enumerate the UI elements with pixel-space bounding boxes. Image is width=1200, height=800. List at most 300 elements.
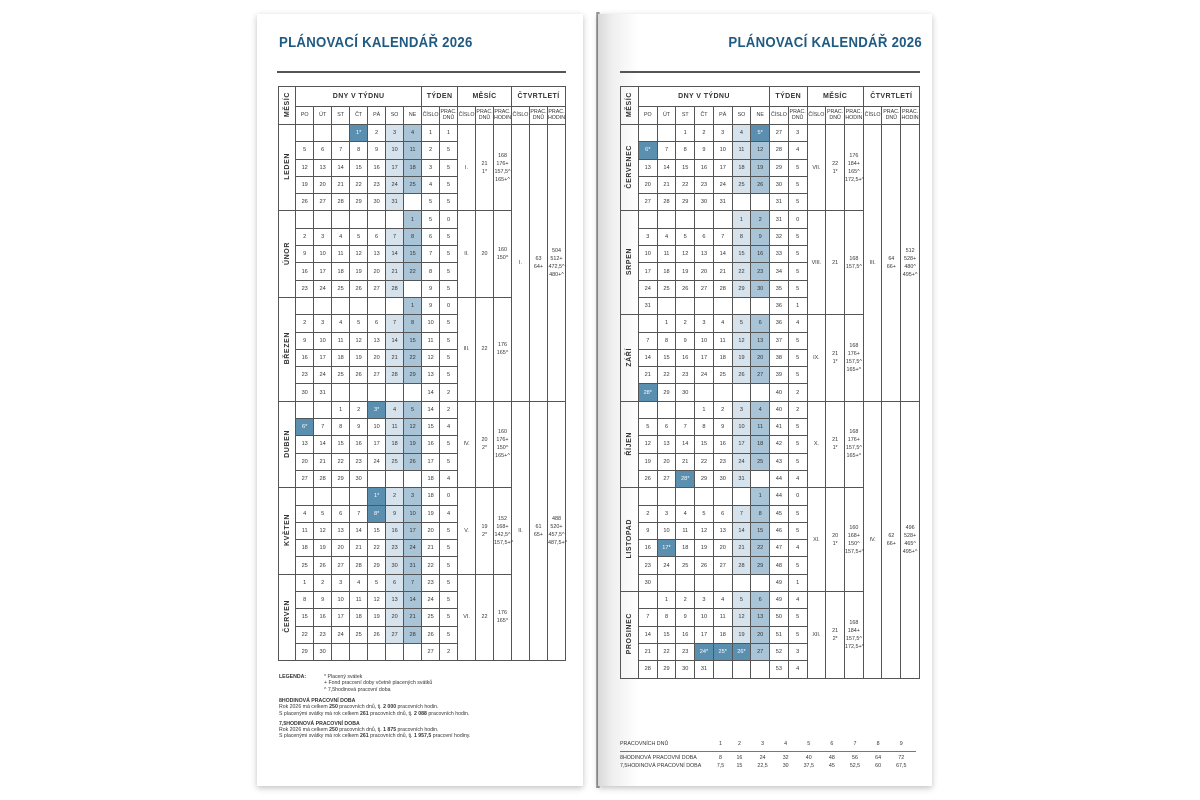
week-workdays: 0	[788, 488, 807, 505]
day-cell	[350, 384, 368, 401]
day-cell: 30	[676, 661, 695, 678]
day-cell: 14	[713, 246, 732, 263]
week-number: 4	[422, 176, 440, 193]
day-cell: 1	[676, 125, 695, 142]
day-cell: 3	[332, 574, 350, 591]
day-cell: 23	[296, 280, 314, 297]
day-cell: 4	[332, 315, 350, 332]
week-workdays: 2	[788, 401, 807, 418]
row-value: 3	[748, 740, 777, 752]
quarter-number: I.	[512, 125, 530, 402]
day-cell: 5	[404, 401, 422, 418]
day-cell: 18	[676, 540, 695, 557]
week-number: 13	[422, 367, 440, 384]
legend-item-fund: + Fond pracovní doby včetně placených svátků	[324, 680, 433, 687]
day-cell: 23	[695, 176, 714, 193]
day-cell: 16	[638, 540, 657, 557]
week-workdays: 5	[440, 332, 458, 349]
week-row	[279, 401, 566, 418]
day-cell	[296, 297, 314, 314]
day-cell: 8	[350, 142, 368, 159]
quarter-hours: 504 512+ 472,5^ 480+^	[547, 125, 565, 402]
day-cell: 1	[404, 211, 422, 228]
day-cell: 30	[638, 574, 657, 591]
day-header-5: PÁ	[713, 107, 732, 125]
week-row	[279, 125, 566, 142]
day-cell: 27	[332, 557, 350, 574]
week-workdays: 5	[788, 522, 807, 539]
week-workdays: 5	[440, 626, 458, 643]
day-cell: 24	[638, 280, 657, 297]
day-cell: 24	[404, 540, 422, 557]
month-name: ÚNOR	[283, 241, 291, 265]
month-number: VII.	[807, 125, 826, 211]
day-cell: 24	[368, 453, 386, 470]
day-cell: 1	[332, 401, 350, 418]
day-cell: 17	[695, 349, 714, 366]
day-cell	[296, 488, 314, 505]
day-cell: 3	[314, 315, 332, 332]
week-workdays: 5	[788, 609, 807, 626]
month-number: X.	[807, 401, 826, 487]
day-cell: 16	[296, 349, 314, 366]
day-cell: 11	[296, 522, 314, 539]
day-cell: 2	[386, 488, 404, 505]
holiday-cell: 8*	[368, 505, 386, 522]
day-cell: 25	[657, 280, 676, 297]
text-8h-line2: S placenými svátky má rok celkem 261 pracovních dnů, tj. 2 088 pracovních hodin.	[279, 710, 470, 717]
day-cell: 21	[350, 540, 368, 557]
row-value: 64	[875, 755, 882, 761]
day-cell: 16	[350, 436, 368, 453]
day-cell: 12	[368, 592, 386, 609]
day-cell: 17	[386, 159, 404, 176]
day-cell: 28	[713, 280, 732, 297]
week-number: 20	[422, 522, 440, 539]
month-name: LISTOPAD	[625, 518, 633, 559]
month-number-header: ČÍSLO	[458, 107, 476, 125]
holiday-cell: 26*	[732, 643, 751, 660]
day-cell: 9	[314, 592, 332, 609]
month-number: XI.	[807, 488, 826, 592]
day-cell: 12	[314, 522, 332, 539]
week-number: 25	[422, 609, 440, 626]
week-workdays: 5	[788, 349, 807, 366]
day-cell	[368, 643, 386, 660]
day-cell: 5	[368, 574, 386, 591]
day-cell	[638, 488, 657, 505]
day-cell: 23	[314, 626, 332, 643]
day-cell: 6	[314, 142, 332, 159]
day-cell: 23	[296, 367, 314, 384]
day-cell: 10	[657, 522, 676, 539]
month-hours: 168 176+ 157,5^ 165+^	[844, 401, 863, 487]
day-cell	[695, 384, 714, 401]
day-cell: 22	[657, 643, 676, 660]
day-cell: 10	[638, 246, 657, 263]
week-workdays: 1	[788, 574, 807, 591]
day-cell: 3	[695, 592, 714, 609]
day-cell: 9	[368, 142, 386, 159]
day-cell: 24	[695, 367, 714, 384]
week-workdays: 4	[788, 592, 807, 609]
day-cell	[695, 574, 714, 591]
week-number: 6	[422, 228, 440, 245]
day-cell	[713, 574, 732, 591]
week-number: 5	[422, 211, 440, 228]
day-cell: 6	[368, 228, 386, 245]
day-cell: 17	[713, 159, 732, 176]
day-cell: 1	[404, 297, 422, 314]
day-cell: 27	[368, 367, 386, 384]
day-cell	[332, 211, 350, 228]
day-cell: 10	[404, 505, 422, 522]
week-workdays: 4	[440, 419, 458, 436]
row-value: 24	[759, 755, 766, 761]
day-cell: 26	[638, 470, 657, 487]
day-cell: 16	[676, 349, 695, 366]
day-cell	[350, 211, 368, 228]
week-number: 21	[422, 540, 440, 557]
day-cell: 30	[695, 194, 714, 211]
day-cell: 26	[751, 176, 770, 193]
week-number: 28	[770, 142, 789, 159]
header-quarter: ČTVRTLETÍ	[863, 87, 919, 107]
day-cell: 9	[296, 246, 314, 263]
row-value: 56	[852, 755, 858, 761]
week-number: 39	[770, 367, 789, 384]
legend-label: LEGENDA:	[279, 674, 307, 680]
week-workdays: 2	[440, 401, 458, 418]
row-value: 45	[828, 763, 835, 769]
day-cell: 26	[314, 557, 332, 574]
day-cell: 8	[404, 315, 422, 332]
day-cell: 28	[404, 626, 422, 643]
day-cell: 23	[350, 453, 368, 470]
holiday-cell: 3*	[368, 401, 386, 418]
day-cell: 3	[314, 228, 332, 245]
day-cell	[676, 574, 695, 591]
day-cell: 29	[404, 367, 422, 384]
week-workdays: 5	[440, 159, 458, 176]
holiday-cell: 24*	[695, 643, 714, 660]
row-value: 32	[782, 755, 789, 761]
week-number: 22	[422, 557, 440, 574]
week-number: 9	[422, 297, 440, 314]
row-value: 8	[719, 755, 722, 761]
week-number: 14	[422, 384, 440, 401]
week-number: 36	[770, 297, 789, 314]
week-number: 23	[422, 574, 440, 591]
day-cell: 21	[386, 263, 404, 280]
day-cell: 17	[404, 522, 422, 539]
header-mesic	[279, 87, 296, 125]
day-cell: 27	[713, 557, 732, 574]
day-cell: 22	[296, 626, 314, 643]
header-days-of-week: DNY V TÝDNU	[638, 87, 769, 107]
row-value: 22,5	[757, 763, 768, 769]
row-value: 5	[794, 740, 823, 752]
day-cell: 28	[638, 661, 657, 678]
day-cell: 2	[676, 592, 695, 609]
day-cell	[638, 211, 657, 228]
day-cell: 16	[751, 246, 770, 263]
month-workdays: 21 1*	[476, 125, 494, 211]
week-workdays: 5	[788, 332, 807, 349]
day-cell: 29	[657, 384, 676, 401]
row-label: PRACOVNÍCH DNŮ	[620, 740, 710, 752]
day-cell: 16	[296, 263, 314, 280]
day-cell: 26	[732, 367, 751, 384]
day-cell: 9	[638, 522, 657, 539]
day-cell: 27	[296, 470, 314, 487]
day-cell: 23	[386, 540, 404, 557]
day-cell: 4	[350, 574, 368, 591]
row-value: 60	[875, 763, 882, 769]
week-number-header: ČÍSLO	[422, 107, 440, 125]
day-cell	[657, 297, 676, 314]
day-cell: 18	[350, 609, 368, 626]
day-cell: 15	[332, 436, 350, 453]
day-cell	[695, 297, 714, 314]
week-number: 1	[422, 125, 440, 142]
day-cell: 18	[332, 263, 350, 280]
quarter-hours: 496 528+ 465^ 495+^	[901, 401, 920, 678]
day-cell: 11	[386, 419, 404, 436]
day-cell: 3	[386, 125, 404, 142]
day-cell: 29	[296, 643, 314, 660]
week-workdays: 5	[788, 453, 807, 470]
week-number: 8	[422, 263, 440, 280]
day-cell	[404, 194, 422, 211]
week-number: 53	[770, 661, 789, 678]
day-cell	[350, 643, 368, 660]
day-cell	[732, 194, 751, 211]
header-week: TÝDEN	[422, 87, 458, 107]
week-number: 40	[770, 384, 789, 401]
day-cell: 29	[676, 194, 695, 211]
row-value: 15	[736, 763, 743, 769]
day-cell	[368, 297, 386, 314]
week-number: 40	[770, 401, 789, 418]
day-cell: 4	[404, 125, 422, 142]
day-cell: 24	[314, 367, 332, 384]
day-cell: 12	[350, 246, 368, 263]
day-cell: 25	[751, 453, 770, 470]
day-cell: 2	[350, 401, 368, 418]
day-cell: 22	[404, 349, 422, 366]
day-cell	[368, 211, 386, 228]
day-cell: 31	[386, 194, 404, 211]
day-cell: 6	[386, 574, 404, 591]
month-name-cell	[621, 592, 639, 678]
week-workdays: 3	[788, 125, 807, 142]
month-hours: 160 150^	[494, 211, 512, 297]
week-workdays: 5	[788, 246, 807, 263]
day-cell: 27	[751, 367, 770, 384]
heading-8h: 8HODINOVÁ PRACOVNÍ DOBA	[279, 698, 356, 704]
day-cell: 5	[296, 142, 314, 159]
month-hours: 176 165^	[494, 574, 512, 660]
week-number: 41	[770, 419, 789, 436]
month-name-cell	[279, 574, 296, 660]
day-cell	[695, 211, 714, 228]
day-cell: 21	[404, 609, 422, 626]
week-workdays: 5	[440, 557, 458, 574]
day-cell: 21	[638, 643, 657, 660]
day-cell: 26	[296, 194, 314, 211]
day-cell: 24	[732, 453, 751, 470]
month-workdays: 20 2*	[476, 401, 494, 487]
day-cell: 4	[751, 401, 770, 418]
day-cell: 22	[368, 540, 386, 557]
month-workdays: 22	[476, 297, 494, 401]
day-header-3: ST	[332, 107, 350, 125]
day-cell: 14	[638, 626, 657, 643]
quarter-workdays: 62 66+	[882, 401, 901, 678]
month-hours-header: PRAC. HODIN	[844, 107, 863, 125]
week-workdays: 5	[440, 349, 458, 366]
week-workdays: 1	[788, 297, 807, 314]
month-name: KVĚTEN	[283, 513, 291, 546]
day-cell: 17	[638, 263, 657, 280]
day-cell	[732, 297, 751, 314]
week-row	[621, 125, 920, 142]
week-workdays: 0	[788, 211, 807, 228]
week-workdays: 5	[440, 246, 458, 263]
day-cell: 22	[695, 453, 714, 470]
holiday-cell: 1*	[368, 488, 386, 505]
week-row	[621, 401, 920, 418]
week-workdays: 5	[440, 280, 458, 297]
day-cell	[657, 211, 676, 228]
week-number: 31	[770, 211, 789, 228]
day-cell: 8	[657, 332, 676, 349]
month-name: BŘEZEN	[283, 332, 291, 365]
day-cell: 7	[386, 315, 404, 332]
day-cell: 3	[404, 488, 422, 505]
quarter-number-header: ČÍSLO	[863, 107, 882, 125]
day-cell: 13	[751, 609, 770, 626]
week-workdays: 5	[440, 609, 458, 626]
day-cell: 8	[695, 419, 714, 436]
day-cell: 26	[676, 280, 695, 297]
month-name-cell	[279, 125, 296, 211]
day-cell: 7	[386, 228, 404, 245]
month-name-cell	[279, 401, 296, 487]
day-cell: 1	[695, 401, 714, 418]
day-cell: 3	[657, 505, 676, 522]
day-cell: 13	[751, 332, 770, 349]
day-cell: 11	[350, 592, 368, 609]
day-cell: 27	[657, 470, 676, 487]
day-header-4: ČT	[350, 107, 368, 125]
week-number: 27	[422, 643, 440, 660]
week-workdays: 4	[440, 505, 458, 522]
day-cell	[314, 125, 332, 142]
holiday-cell: 6*	[638, 142, 657, 159]
day-cell	[713, 297, 732, 314]
week-workdays: 5	[440, 142, 458, 159]
day-cell	[657, 401, 676, 418]
day-cell: 8	[332, 419, 350, 436]
day-cell: 31	[695, 661, 714, 678]
day-cell: 6	[713, 505, 732, 522]
day-cell: 29	[657, 661, 676, 678]
month-name-cell	[621, 401, 639, 487]
day-cell: 5	[314, 505, 332, 522]
day-cell	[751, 194, 770, 211]
week-number: 16	[422, 436, 440, 453]
day-cell: 25	[676, 557, 695, 574]
month-number-header: ČÍSLO	[807, 107, 826, 125]
day-cell: 13	[314, 159, 332, 176]
day-cell: 30	[368, 194, 386, 211]
week-number: 15	[422, 419, 440, 436]
day-cell: 7	[332, 142, 350, 159]
day-cell: 25	[296, 557, 314, 574]
day-cell: 15	[296, 609, 314, 626]
month-hours: 168 184+ 157,5^ 172,5+^	[844, 592, 863, 678]
day-cell: 25	[332, 367, 350, 384]
week-number: 26	[422, 626, 440, 643]
day-cell: 8	[657, 609, 676, 626]
week-workdays: 5	[788, 263, 807, 280]
day-cell: 3	[695, 315, 714, 332]
day-cell: 7	[638, 332, 657, 349]
week-number: 44	[770, 470, 789, 487]
day-cell: 14	[732, 522, 751, 539]
quarter-hours: 512 528+ 480^ 495+^	[901, 125, 920, 402]
left-page	[257, 14, 583, 786]
week-number: 47	[770, 540, 789, 557]
row-value: 40	[805, 755, 812, 761]
day-cell	[296, 211, 314, 228]
week-workdays: 4	[788, 540, 807, 557]
row-value: 1	[710, 740, 731, 752]
week-number: 46	[770, 522, 789, 539]
day-cell: 17	[368, 436, 386, 453]
day-cell: 24	[332, 626, 350, 643]
day-cell: 27	[386, 626, 404, 643]
week-workdays: 5	[440, 228, 458, 245]
holiday-cell: 5*	[751, 125, 770, 142]
day-cell: 9	[676, 609, 695, 626]
day-cell: 29	[695, 470, 714, 487]
day-cell: 4	[713, 592, 732, 609]
week-number: 52	[770, 643, 789, 660]
day-cell: 12	[404, 419, 422, 436]
week-number: 33	[770, 246, 789, 263]
day-cell	[386, 643, 404, 660]
day-cell: 20	[751, 626, 770, 643]
week-workdays: 5	[788, 367, 807, 384]
day-cell: 22	[732, 263, 751, 280]
day-cell	[751, 470, 770, 487]
quarter-number-header: ČÍSLO	[512, 107, 530, 125]
week-number: 3	[422, 159, 440, 176]
day-header-4: ČT	[695, 107, 714, 125]
day-cell: 22	[350, 176, 368, 193]
day-cell	[732, 384, 751, 401]
holiday-cell: 28*	[638, 384, 657, 401]
month-number: II.	[458, 211, 476, 297]
day-cell: 3	[638, 228, 657, 245]
week-workdays-header: PRAC. DNŮ	[440, 107, 458, 125]
week-workdays: 1	[440, 125, 458, 142]
day-cell	[676, 297, 695, 314]
day-cell: 13	[332, 522, 350, 539]
